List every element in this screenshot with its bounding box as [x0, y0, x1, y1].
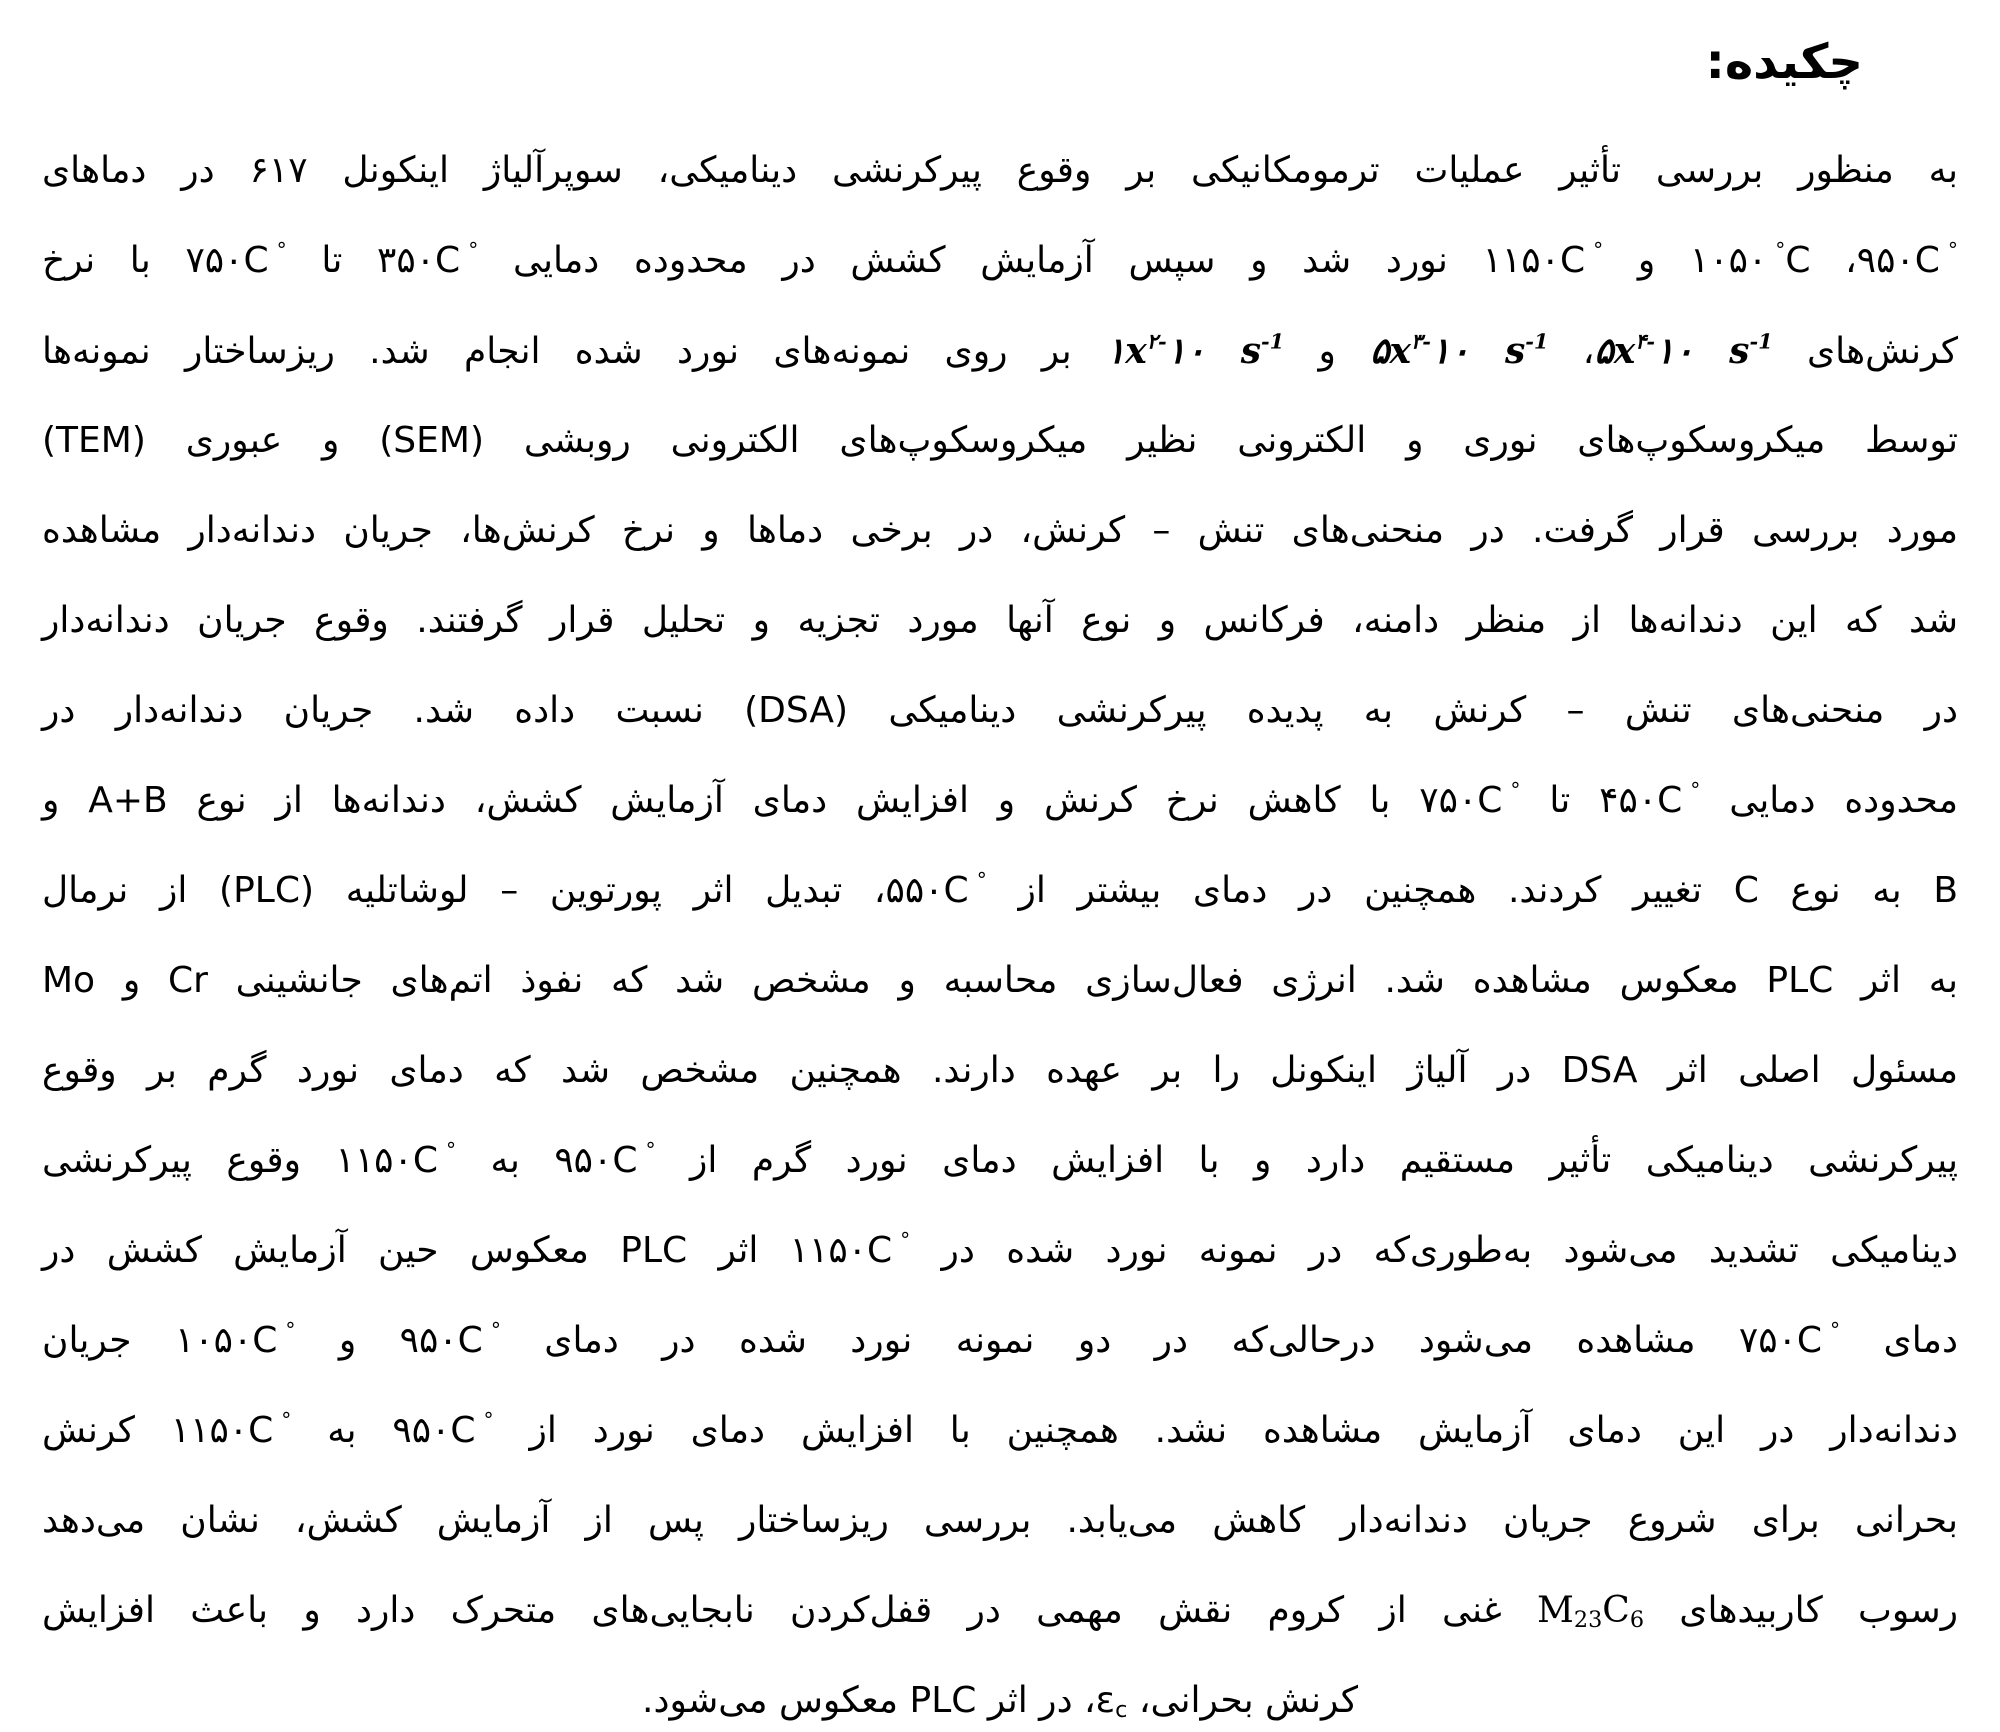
- text-segment: B: [1933, 870, 1959, 911]
- text-segment: °: [1947, 238, 1958, 263]
- text-line: [42, 1566, 1958, 1656]
- text-segment: توسط میکروسکوپ‌های نوری و الکترونی نظیر میکروسکوپ‌های الکترونی روبشی: [484, 420, 1958, 461]
- text-segment: °: [285, 1318, 296, 1343]
- text-segment: ۱۱۵۰C: [1482, 240, 1586, 281]
- text-segment: در منحنی‌های تنش – کرنش به پدیده پیرکرنشی دینامیکی: [848, 690, 1958, 731]
- text-segment: 23: [1573, 1606, 1603, 1633]
- text-segment: ۱x: [1105, 330, 1147, 372]
- text-line: [42, 936, 1958, 1026]
- text-segment: دندانه‌دار در این دمای آزمایش مشاهده نشد. همچنین با افزایش دمای نورد از: [493, 1410, 1958, 1451]
- text-segment: ۳۵۰C: [377, 240, 461, 281]
- text-line: [42, 396, 1958, 486]
- ltr-run: [620, 1230, 687, 1271]
- text-segment: مورد بررسی قرار گرفت. در منحنی‌های تنش – کرنش، در برخی دماها و نرخ کرنش‌ها، جریان دندانه‌دار مشاهده: [42, 510, 1958, 551]
- ltr-run: [744, 690, 848, 731]
- text-segment: °: [281, 1408, 292, 1433]
- ltr-run: [1419, 780, 1520, 821]
- text-segment: ۴-: [1635, 328, 1656, 354]
- text-segment: شد که این دندانه‌ها از منظر دامنه، فرکانس و نوع آنها مورد تجزیه و تحلیل قرار گرفتند. وقوع جریان دندانه‌دار: [42, 600, 1958, 641]
- ltr-run: [1537, 1590, 1644, 1631]
- ltr-run: [379, 420, 484, 461]
- text-segment: ۱۰۵۰C: [174, 1320, 278, 1361]
- ltr-run: [42, 420, 146, 461]
- text-segment: معکوس مشاهده شد. انرژی فعال‌سازی محاسبه و مشخص شد که نفوذ اتم‌های جانشینی: [207, 960, 1767, 1001]
- text-segment: با کاهش نرخ کرنش و افزایش دمای آزمایش کشش، دندانه‌ها از نوع: [167, 780, 1420, 821]
- text-segment: به اثر: [1833, 960, 1959, 1001]
- text-segment: °: [445, 1138, 457, 1163]
- ltr-run: [1483, 240, 1604, 281]
- ltr-run: [400, 1320, 501, 1361]
- text-segment: ε: [1095, 1680, 1116, 1721]
- text-segment: °: [645, 1138, 656, 1163]
- text-segment: (PLC): [219, 870, 315, 911]
- text-segment: تغییر کردند. همچنین در دمای بیشتر از: [986, 870, 1734, 911]
- text-segment: ، در اثر: [976, 1680, 1096, 1721]
- abstract-body: [42, 126, 1958, 1732]
- text-segment: ۱۰ s: [1166, 330, 1262, 372]
- text-segment: Mo: [42, 960, 96, 1001]
- ltr-run: [1096, 1680, 1128, 1721]
- ltr-run: [1766, 960, 1833, 1001]
- text-segment: نسبت داده شد. جریان دندانه‌دار در: [42, 690, 745, 731]
- text-segment: اثر: [687, 1230, 790, 1271]
- text-line: [42, 756, 1958, 846]
- text-segment: در آلیاژ اینکونل را بر عهده دارند. همچنین مشخص شد که دمای نورد گرم بر وقوع: [42, 1050, 1562, 1091]
- text-segment: محدوده دمایی: [1700, 780, 1959, 821]
- text-segment: ۱۰ s: [1655, 330, 1750, 372]
- text-segment: -1: [1261, 328, 1285, 354]
- text-segment: °: [1830, 1318, 1841, 1343]
- text-segment: °: [1775, 238, 1786, 263]
- ltr-run: [88, 780, 168, 821]
- text-segment: (TEM): [42, 420, 146, 461]
- text-segment: پیرکرنشی دینامیکی تأثیر مستقیم دارد و با افزایش دمای نورد گرم از: [655, 1140, 1958, 1181]
- text-segment: A+B: [88, 780, 168, 821]
- ltr-run: [168, 960, 208, 1001]
- text-segment: °: [483, 1408, 494, 1433]
- text-segment: دمای: [1840, 1320, 1958, 1361]
- text-segment: °: [1690, 778, 1701, 803]
- ltr-run: [1370, 328, 1549, 372]
- text-segment: ۷۵۰C: [185, 240, 269, 281]
- text-segment: 6: [1629, 1606, 1645, 1633]
- text-segment: ۹۵۰C: [392, 1410, 476, 1451]
- text-segment: معکوس می‌شود.: [642, 1680, 910, 1721]
- abstract-title: چکیده:: [1705, 34, 1863, 90]
- ltr-run: [910, 1680, 977, 1721]
- text-segment: مشاهده می‌شود درحالی‌که در دو نمونه نورد شده در دمای: [500, 1320, 1739, 1361]
- text-segment: ۵x: [1594, 330, 1636, 372]
- text-segment: ۵۵۰C: [885, 870, 969, 911]
- text-segment: کرنش: [42, 1410, 171, 1451]
- ltr-run: [1105, 328, 1285, 372]
- text-line: [42, 216, 1958, 306]
- ltr-run: [392, 1410, 493, 1451]
- text-line: [42, 846, 1958, 936]
- text-segment: تا: [286, 240, 378, 281]
- text-segment: -1: [1749, 328, 1773, 354]
- text-segment: به: [456, 1140, 555, 1181]
- ltr-run: [185, 240, 286, 281]
- text-line: [42, 1026, 1958, 1116]
- text-segment: بحرانی برای شروع جریان دندانه‌دار کاهش می‌یابد. بررسی ریزساختار پس از آزمایش کشش، نشان می‌دهد: [42, 1500, 1958, 1541]
- text-segment: ۷۵۰C: [1738, 1320, 1823, 1361]
- text-segment: و: [1284, 331, 1371, 372]
- ltr-run: [171, 1410, 292, 1451]
- text-segment: بر روی نمونه‌های نورد شده انجام شد. ریزساختار نمونه‌ها: [42, 331, 1106, 372]
- text-segment: °: [976, 868, 987, 893]
- text-segment: PLC: [620, 1230, 688, 1271]
- text-segment: PLC: [1766, 960, 1834, 1001]
- text-segment: PLC: [909, 1680, 977, 1721]
- text-segment: رسوب کاربیدهای: [1644, 1590, 1959, 1631]
- ltr-run: [1594, 328, 1773, 372]
- text-line: [42, 126, 1958, 216]
- text-segment: به نوع: [1758, 870, 1934, 911]
- text-segment: ۳-: [1411, 328, 1431, 354]
- text-line: [42, 576, 1958, 666]
- text-line: [42, 1386, 1958, 1476]
- text-segment: ۵x: [1370, 330, 1412, 372]
- text-segment: ۲-: [1146, 328, 1167, 354]
- text-segment: ۱۱۵۰C: [789, 1230, 893, 1271]
- text-segment: ۹۵۰C: [554, 1140, 638, 1181]
- text-segment: مسئول اصلی اثر: [1637, 1050, 1958, 1091]
- text-segment: C: [1733, 870, 1759, 911]
- text-segment: با نرخ: [42, 240, 186, 281]
- text-segment: Cr: [167, 960, 208, 1001]
- text-segment: (DSA): [744, 690, 849, 731]
- ltr-run: [1933, 870, 1958, 911]
- text-segment: ۱۰۵۰: [1689, 240, 1768, 281]
- text-segment: °: [276, 238, 287, 263]
- text-segment: کرنش بحرانی،: [1127, 1680, 1358, 1721]
- text-segment: و: [95, 960, 168, 1001]
- text-line: [42, 486, 1958, 576]
- text-segment: °: [490, 1318, 501, 1343]
- text-segment: °: [468, 238, 479, 263]
- text-segment: از نرمال: [42, 870, 220, 911]
- text-segment: ۷۵۰C: [1419, 780, 1503, 821]
- text-segment: به: [291, 1410, 393, 1451]
- text-segment: ،: [1810, 240, 1857, 281]
- text-segment: -1: [1525, 328, 1549, 354]
- text-segment: دینامیکی تشدید می‌شود به‌طوری‌که در نمونه نورد شده در: [910, 1230, 1959, 1271]
- text-segment: (SEM): [379, 420, 485, 461]
- text-segment: تا: [1520, 780, 1600, 821]
- ltr-run: [886, 870, 987, 911]
- text-segment: ۱۱۵۰C: [335, 1140, 438, 1181]
- text-segment: و عبوری: [145, 420, 380, 461]
- ltr-run: [1599, 780, 1700, 821]
- text-segment: غنی از کروم نقش مهمی در قفل‌کردن نابجایی‌های متحرک دارد و باعث افزایش: [42, 1590, 1538, 1631]
- text-segment: ، تبدیل اثر پورتوین – لوشاتلیه: [314, 870, 886, 911]
- text-segment: وقوع پیرکرنشی: [42, 1140, 336, 1181]
- text-segment: °: [1593, 238, 1604, 263]
- text-segment: °: [900, 1228, 911, 1253]
- text-segment: C: [1602, 1590, 1630, 1631]
- text-line: [42, 1476, 1958, 1566]
- text-line: [42, 306, 1958, 396]
- ltr-run: [42, 960, 95, 1001]
- ltr-run: [1857, 240, 1958, 281]
- text-segment: و: [295, 1320, 400, 1361]
- ltr-run: [554, 1140, 655, 1181]
- ltr-run: [219, 870, 314, 911]
- text-segment: و: [1603, 240, 1690, 281]
- text-segment: نورد شد و سپس آزمایش کشش در محدوده دمایی: [478, 240, 1483, 281]
- text-segment: °: [1510, 778, 1521, 803]
- text-line: [42, 1206, 1958, 1296]
- ltr-run: [1734, 870, 1759, 911]
- text-segment: به منظور بررسی تأثیر عملیات ترمومکانیکی بر وقوع پیرکرنشی دینامیکی، سوپرآلیاژ اینکونل ۶۱۷ در دماهای: [42, 150, 1959, 191]
- text-line: [42, 1656, 1958, 1732]
- ltr-run: [336, 1140, 457, 1181]
- ltr-run: [790, 1230, 911, 1271]
- text-segment: ۱۱۵۰C: [170, 1410, 274, 1451]
- ltr-run: [1739, 1320, 1840, 1361]
- text-segment: ۱۰ s: [1430, 330, 1526, 372]
- text-line: [42, 1116, 1958, 1206]
- text-segment: M: [1537, 1590, 1574, 1631]
- text-segment: معکوس حین آزمایش کشش در: [42, 1230, 621, 1271]
- text-segment: ۹۵۰C: [1856, 240, 1940, 281]
- text-segment: و: [42, 780, 89, 821]
- text-line: [42, 1296, 1958, 1386]
- ltr-run: [1562, 1050, 1638, 1091]
- text-segment: کرنش‌های: [1772, 331, 1958, 372]
- ltr-run: [377, 240, 478, 281]
- text-segment: DSA: [1561, 1050, 1638, 1091]
- text-segment: ۴۵۰C: [1599, 780, 1683, 821]
- text-segment: c: [1115, 1696, 1128, 1723]
- ltr-run: [1690, 240, 1811, 281]
- text-segment: C: [1785, 240, 1811, 281]
- ltr-run: [175, 1320, 296, 1361]
- text-line: [42, 666, 1958, 756]
- text-segment: ،: [1548, 331, 1595, 372]
- text-segment: جریان: [42, 1320, 175, 1361]
- text-segment: ۹۵۰C: [399, 1320, 483, 1361]
